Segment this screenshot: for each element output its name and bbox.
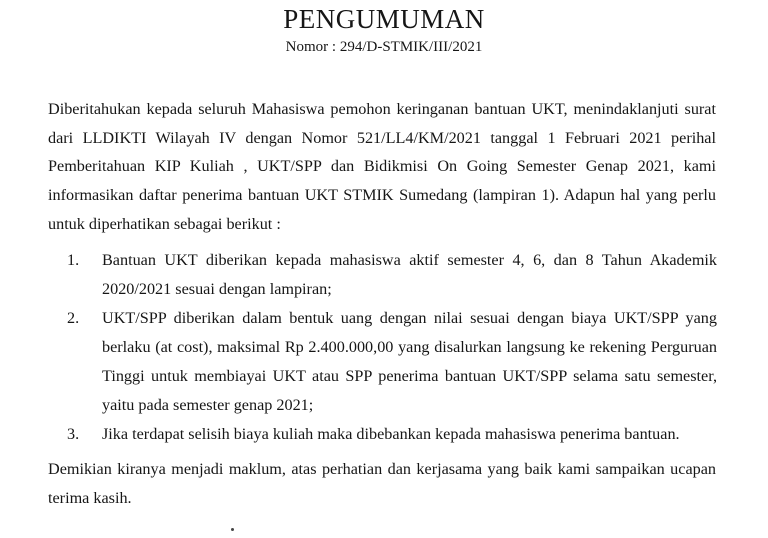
list-item-text: Bantuan UKT diberikan kepada mahasiswa aktif semester 4, 6, dan 8 Tahun Akademik 2020/2021 sesuai dengan lampiran; [102,251,717,298]
list-item [67,246,717,303]
closing-paragraph: Demikian kiranya menjadi maklum, atas perhatian dan kerjasama yang baik kami sampaikan ucapan terima kasih. [48,460,716,507]
list-item-number: 2. [67,309,80,328]
list-item-number: 3. [67,425,80,444]
list-item-number: 1. [67,251,80,269]
list-item [67,304,717,419]
intro-paragraph: Diberitahukan kepada seluruh Mahasiswa pemohon keringanan bantuan UKT, menindaklanjuti surat dari LLDIKTI Wilayah IV dengan Nomor 521/LL4/KM/2021 tanggal 1 Februari 2021 perihal Pemberitahuan KIP Kuliah , UKT/SPP dan Bidikmisi On Going Semester Genap 2021, kami informasikan daftar penerima bantuan UKT STMIK Sumedang (lampiran 1). Adapun hal yang perlu untuk diperhatikan sebagai berikut : [48,100,716,233]
list-item [67,420,717,449]
numbered-list [67,246,717,450]
list-item-text: Jika terdapat selisih biaya kuliah maka dibebankan kepada mahasiswa penerima bantuan. [102,425,680,444]
document-title: PENGUMUMAN [283,4,485,34]
scan-speck [231,528,234,531]
list-item-text: UKT/SPP diberikan dalam bentuk uang dengan nilai sesuai dengan biaya UKT/SPP yang berlaku (at cost), maksimal Rp 2.400.000,00 yang disalurkan langsung ke rekening Perguruan Tinggi untuk membiayai UKT atau SPP penerima bantuan UKT/SPP selama satu semester, yaitu pada semester genap 2021; [102,309,717,414]
document-number: Nomor : 294/D-STMIK/III/2021 [285,39,483,55]
